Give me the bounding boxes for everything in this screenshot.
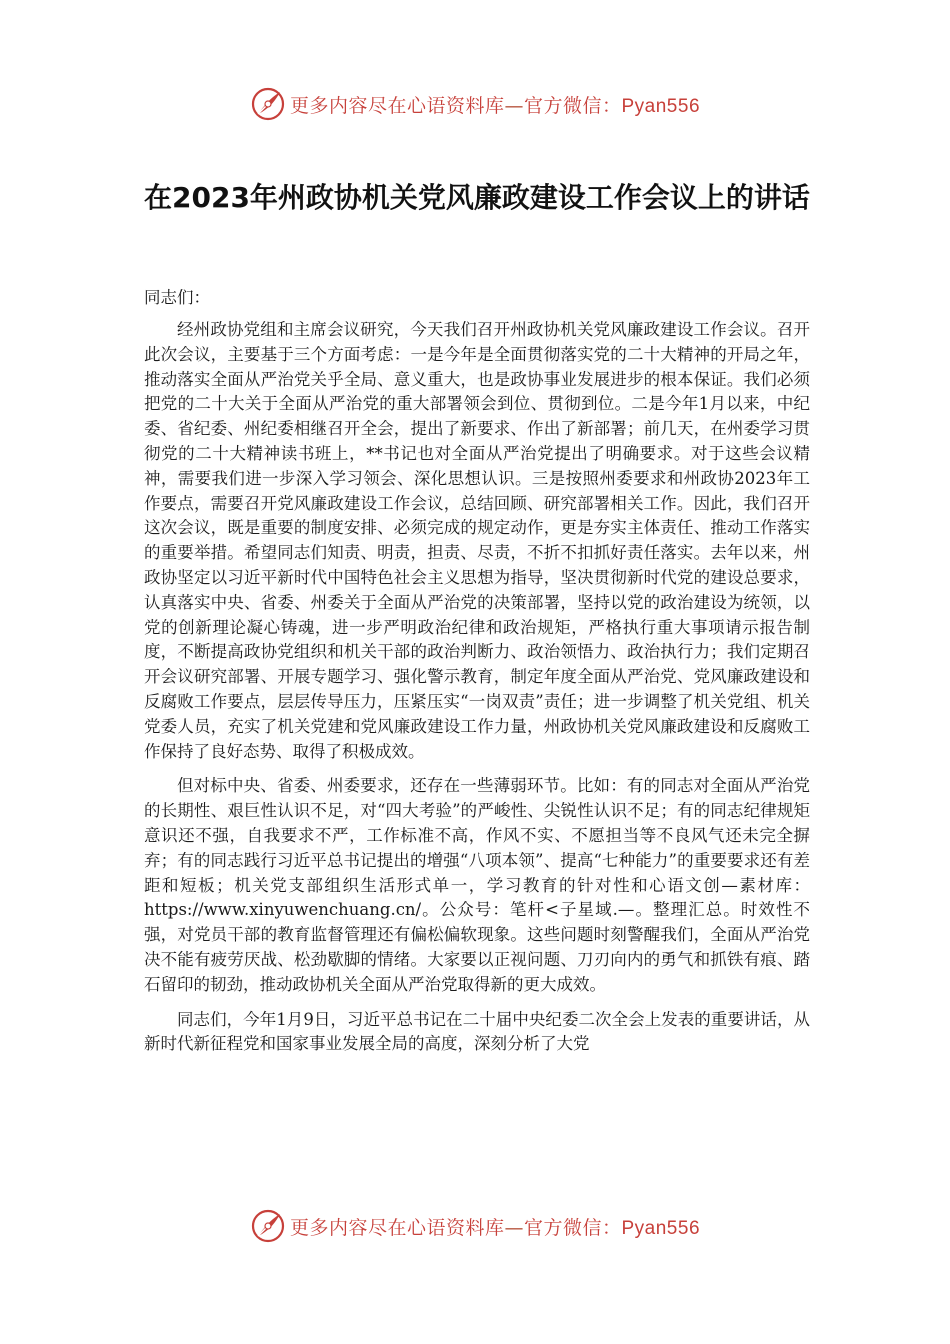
watermark-banner-bottom	[0, 1206, 950, 1246]
paragraph: 但对标中央、省委、州委要求，还存在一些薄弱环节。比如：有的同志对全面从严治党的长期性、艰巨性认识不足，对“四大考验”的严峻性、尖锐性认识不足；有的同志纪律规矩意识还不强，自我要求不严，工作标准不高，作风不实、不愿担当等不良风气还未完全摒弃；有的同志践行习近平总书记提出的增强“八项本领”、提高“七种能力”的重要要求还有差距和短板；机关党支部组织生活形式单一，学习教育的针对性和心语文创—素材库：https://www.xinyuwenchuang.cn/。公众号：笔杆<子星域.—。整理汇总。时效性不强，对党员干部的教育监督管理还有偏松偏软现象。这些问题时刻警醒我们，全面从严治党决不能有疲劳厌战、松劲歇脚的情绪。大家要以正视问题、刀刃向内的勇气和抓铁有痕、踏石留印的韧劲，推动政协机关全面从严治党取得新的更大成效。	[144, 776, 810, 994]
document-title: 在2023年州政协机关党风廉政建设工作会议上的讲话	[144, 181, 810, 214]
salutation: 同志们：	[144, 288, 210, 307]
quill-logo-icon	[250, 1208, 286, 1244]
watermark-banner-top	[0, 84, 950, 124]
watermark-text: 更多内容尽在心语资料库—官方微信：Pyan556	[289, 1216, 701, 1239]
paragraph: 同志们，今年1月9日，习近平总书记在二十届中央纪委二次全会上发表的重要讲话，从新时代新征程党和国家事业发展全局的高度，深刻分析了大党	[144, 1009, 810, 1054]
watermark-text: 更多内容尽在心语资料库—官方微信：Pyan556	[289, 94, 701, 117]
quill-logo-icon	[250, 86, 286, 122]
paragraph: 经州政协党组和主席会议研究，今天我们召开州政协机关党风廉政建设工作会议。召开此次会议，主要基于三个方面考虑：一是今年是全面贯彻落实党的二十大精神的开局之年，推动落实全面从严治党关乎全局、意义重大，也是政协事业发展进步的根本保证。我们必须把党的二十大关于全面从严治党的重大部署领会到位、贯彻到位。二是今年1月以来，中纪委、省纪委、州纪委相继召开全会，提出了新要求、作出了新部署；前几天，在州委学习贯彻党的二十大精神读书班上，**书记也对全面从严治党提出了明确要求。对于这些会议精神，需要我们进一步深入学习领会、深化思想认识。三是按照州委要求和州政协2023年工作要点，需要召开党风廉政建设工作会议，总结回顾、研究部署相关工作。因此，我们召开这次会议，既是重要的制度安排、必须完成的规定动作，更是夯实主体责任、推动工作落实的重要举措。希望同志们知责、明责，担责、尽责，不折不扣抓好责任落实。去年以来，州政协坚定以习近平新时代中国特色社会主义思想为指导，坚决贯彻新时代党的建设总要求，认真落实中央、省委、州委关于全面从严治党的决策部署，坚持以党的政治建设为统领，以党的创新理论凝心铸魂，进一步严明政治纪律和政治规矩，严格执行重大事项请示报告制度，不断提高政协党组织和机关干部的政治判断力、政治领悟力、政治执行力；我们定期召开会议研究部署、开展专题学习、强化警示教育，制定年度全面从严治党、党风廉政建设和反腐败工作要点，层层传导压力，压紧压实“一岗双责”责任；进一步调整了机关党组、机关党委人员，充实了机关党建和党风廉政建设工作力量，州政协机关党风廉政建设和反腐败工作保持了良好态势、取得了积极成效。	[144, 320, 810, 761]
document-body	[144, 318, 810, 1067]
